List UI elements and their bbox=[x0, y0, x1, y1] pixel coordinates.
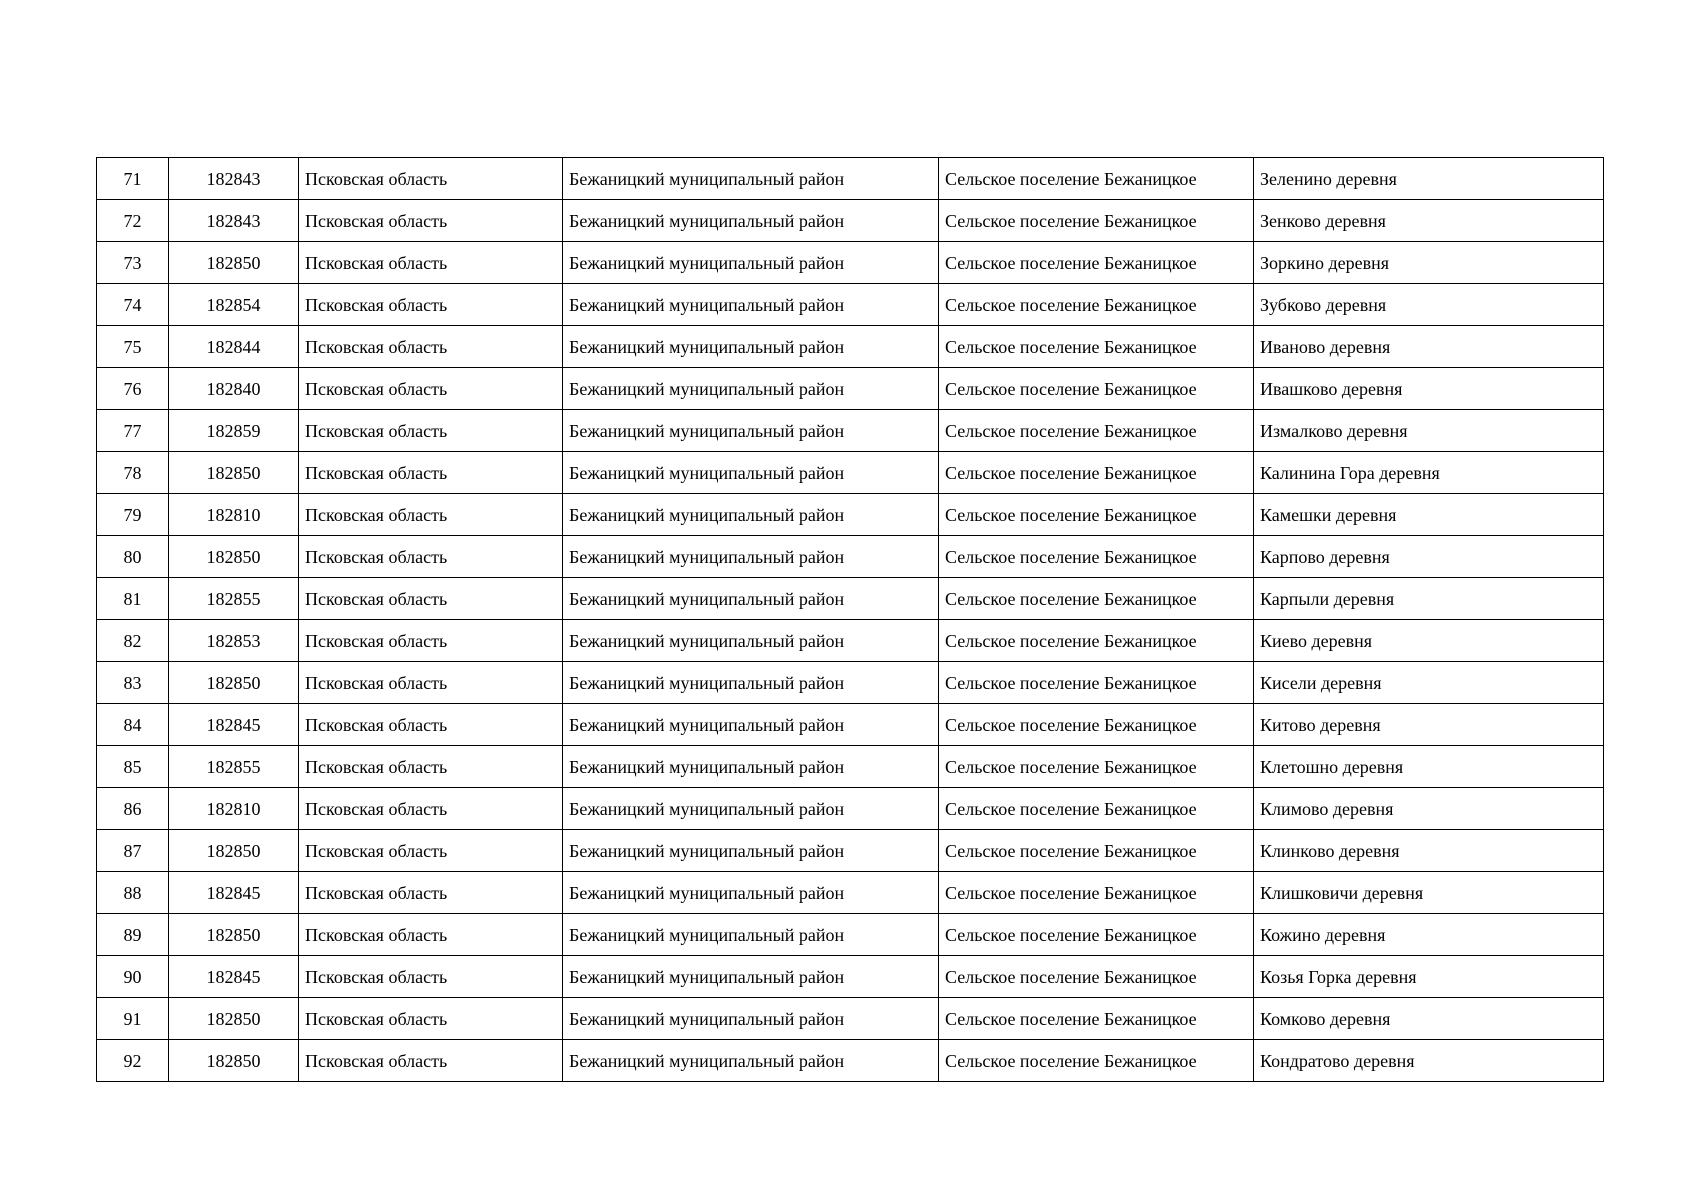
postal-code-cell: 182843 bbox=[169, 200, 299, 242]
region-cell: Псковская область bbox=[299, 578, 563, 620]
district-cell: Бежаницкий муниципальный район bbox=[563, 620, 939, 662]
settlement-cell: Сельское поселение Бежаницкое bbox=[939, 704, 1254, 746]
postal-code-cell: 182850 bbox=[169, 452, 299, 494]
table-row bbox=[97, 662, 1604, 704]
postal-code-cell: 182810 bbox=[169, 494, 299, 536]
row-number-cell: 84 bbox=[97, 704, 169, 746]
postal-code-cell: 182853 bbox=[169, 620, 299, 662]
region-cell: Псковская область bbox=[299, 746, 563, 788]
row-number-cell: 72 bbox=[97, 200, 169, 242]
district-cell: Бежаницкий муниципальный район bbox=[563, 326, 939, 368]
table-row bbox=[97, 494, 1604, 536]
settlement-cell: Сельское поселение Бежаницкое bbox=[939, 158, 1254, 200]
postal-code-cell: 182854 bbox=[169, 284, 299, 326]
locality-cell: Камешки деревня bbox=[1254, 494, 1604, 536]
locality-cell: Калинина Гора деревня bbox=[1254, 452, 1604, 494]
table-body bbox=[97, 158, 1604, 1082]
locality-cell: Зенково деревня bbox=[1254, 200, 1604, 242]
district-cell: Бежаницкий муниципальный район bbox=[563, 872, 939, 914]
row-number-cell: 91 bbox=[97, 998, 169, 1040]
district-cell: Бежаницкий муниципальный район bbox=[563, 410, 939, 452]
postal-code-cell: 182850 bbox=[169, 830, 299, 872]
settlement-cell: Сельское поселение Бежаницкое bbox=[939, 914, 1254, 956]
region-cell: Псковская область bbox=[299, 200, 563, 242]
settlement-cell: Сельское поселение Бежаницкое bbox=[939, 326, 1254, 368]
table-row bbox=[97, 242, 1604, 284]
settlement-cell: Сельское поселение Бежаницкое bbox=[939, 872, 1254, 914]
region-cell: Псковская область bbox=[299, 830, 563, 872]
region-cell: Псковская область bbox=[299, 872, 563, 914]
locality-cell: Зубково деревня bbox=[1254, 284, 1604, 326]
district-cell: Бежаницкий муниципальный район bbox=[563, 452, 939, 494]
district-cell: Бежаницкий муниципальный район bbox=[563, 998, 939, 1040]
postal-code-cell: 182850 bbox=[169, 242, 299, 284]
locality-cell: Измалково деревня bbox=[1254, 410, 1604, 452]
region-cell: Псковская область bbox=[299, 536, 563, 578]
postal-code-cell: 182850 bbox=[169, 662, 299, 704]
region-cell: Псковская область bbox=[299, 620, 563, 662]
postal-code-cell: 182840 bbox=[169, 368, 299, 410]
settlement-cell: Сельское поселение Бежаницкое bbox=[939, 956, 1254, 998]
row-number-cell: 76 bbox=[97, 368, 169, 410]
settlement-cell: Сельское поселение Бежаницкое bbox=[939, 410, 1254, 452]
table-row bbox=[97, 872, 1604, 914]
settlement-cell: Сельское поселение Бежаницкое bbox=[939, 746, 1254, 788]
table-row bbox=[97, 830, 1604, 872]
settlement-cell: Сельское поселение Бежаницкое bbox=[939, 494, 1254, 536]
locality-cell: Зеленино деревня bbox=[1254, 158, 1604, 200]
postal-code-cell: 182845 bbox=[169, 956, 299, 998]
district-cell: Бежаницкий муниципальный район bbox=[563, 158, 939, 200]
table-row bbox=[97, 914, 1604, 956]
region-cell: Псковская область bbox=[299, 242, 563, 284]
district-cell: Бежаницкий муниципальный район bbox=[563, 830, 939, 872]
settlement-cell: Сельское поселение Бежаницкое bbox=[939, 200, 1254, 242]
table-row bbox=[97, 158, 1604, 200]
region-cell: Псковская область bbox=[299, 956, 563, 998]
region-cell: Псковская область bbox=[299, 284, 563, 326]
row-number-cell: 79 bbox=[97, 494, 169, 536]
locality-cell: Ивашково деревня bbox=[1254, 368, 1604, 410]
locality-cell: Киево деревня bbox=[1254, 620, 1604, 662]
table-row bbox=[97, 620, 1604, 662]
postal-code-cell: 182843 bbox=[169, 158, 299, 200]
table-row bbox=[97, 956, 1604, 998]
table-row bbox=[97, 452, 1604, 494]
region-cell: Псковская область bbox=[299, 704, 563, 746]
locality-cell: Кисели деревня bbox=[1254, 662, 1604, 704]
district-cell: Бежаницкий муниципальный район bbox=[563, 914, 939, 956]
district-cell: Бежаницкий муниципальный район bbox=[563, 1040, 939, 1082]
locality-cell: Клишковичи деревня bbox=[1254, 872, 1604, 914]
locality-cell: Козья Горка деревня bbox=[1254, 956, 1604, 998]
region-cell: Псковская область bbox=[299, 452, 563, 494]
table-row bbox=[97, 578, 1604, 620]
settlement-cell: Сельское поселение Бежаницкое bbox=[939, 1040, 1254, 1082]
table-row bbox=[97, 284, 1604, 326]
postal-code-cell: 182850 bbox=[169, 1040, 299, 1082]
row-number-cell: 71 bbox=[97, 158, 169, 200]
postal-code-cell: 182855 bbox=[169, 746, 299, 788]
row-number-cell: 86 bbox=[97, 788, 169, 830]
row-number-cell: 81 bbox=[97, 578, 169, 620]
table-row bbox=[97, 704, 1604, 746]
row-number-cell: 83 bbox=[97, 662, 169, 704]
region-cell: Псковская область bbox=[299, 326, 563, 368]
settlement-cell: Сельское поселение Бежаницкое bbox=[939, 620, 1254, 662]
postal-code-cell: 182810 bbox=[169, 788, 299, 830]
postal-code-cell: 182844 bbox=[169, 326, 299, 368]
locality-cell: Кондратово деревня bbox=[1254, 1040, 1604, 1082]
postal-code-cell: 182850 bbox=[169, 914, 299, 956]
locality-cell: Китово деревня bbox=[1254, 704, 1604, 746]
region-cell: Псковская область bbox=[299, 662, 563, 704]
row-number-cell: 87 bbox=[97, 830, 169, 872]
row-number-cell: 90 bbox=[97, 956, 169, 998]
table-row bbox=[97, 788, 1604, 830]
region-cell: Псковская область bbox=[299, 410, 563, 452]
table-row bbox=[97, 998, 1604, 1040]
locality-cell: Климово деревня bbox=[1254, 788, 1604, 830]
row-number-cell: 77 bbox=[97, 410, 169, 452]
row-number-cell: 74 bbox=[97, 284, 169, 326]
settlement-cell: Сельское поселение Бежаницкое bbox=[939, 662, 1254, 704]
settlement-cell: Сельское поселение Бежаницкое bbox=[939, 452, 1254, 494]
locality-cell: Клинково деревня bbox=[1254, 830, 1604, 872]
table-row bbox=[97, 410, 1604, 452]
postal-code-cell: 182845 bbox=[169, 704, 299, 746]
settlements-table bbox=[96, 157, 1604, 1082]
postal-code-cell: 182850 bbox=[169, 998, 299, 1040]
settlement-cell: Сельское поселение Бежаницкое bbox=[939, 788, 1254, 830]
region-cell: Псковская область bbox=[299, 1040, 563, 1082]
table-row bbox=[97, 536, 1604, 578]
row-number-cell: 82 bbox=[97, 620, 169, 662]
district-cell: Бежаницкий муниципальный район bbox=[563, 536, 939, 578]
district-cell: Бежаницкий муниципальный район bbox=[563, 242, 939, 284]
district-cell: Бежаницкий муниципальный район bbox=[563, 284, 939, 326]
postal-code-cell: 182850 bbox=[169, 536, 299, 578]
table-row bbox=[97, 368, 1604, 410]
table-row bbox=[97, 200, 1604, 242]
region-cell: Псковская область bbox=[299, 494, 563, 536]
table-row bbox=[97, 326, 1604, 368]
row-number-cell: 88 bbox=[97, 872, 169, 914]
district-cell: Бежаницкий муниципальный район bbox=[563, 746, 939, 788]
row-number-cell: 85 bbox=[97, 746, 169, 788]
district-cell: Бежаницкий муниципальный район bbox=[563, 956, 939, 998]
row-number-cell: 75 bbox=[97, 326, 169, 368]
postal-code-cell: 182845 bbox=[169, 872, 299, 914]
row-number-cell: 89 bbox=[97, 914, 169, 956]
row-number-cell: 78 bbox=[97, 452, 169, 494]
region-cell: Псковская область bbox=[299, 368, 563, 410]
region-cell: Псковская область bbox=[299, 998, 563, 1040]
settlement-cell: Сельское поселение Бежаницкое bbox=[939, 578, 1254, 620]
settlement-cell: Сельское поселение Бежаницкое bbox=[939, 284, 1254, 326]
locality-cell: Карпово деревня bbox=[1254, 536, 1604, 578]
region-cell: Псковская область bbox=[299, 914, 563, 956]
district-cell: Бежаницкий муниципальный район bbox=[563, 788, 939, 830]
locality-cell: Карпыли деревня bbox=[1254, 578, 1604, 620]
locality-cell: Клетошно деревня bbox=[1254, 746, 1604, 788]
district-cell: Бежаницкий муниципальный район bbox=[563, 368, 939, 410]
row-number-cell: 73 bbox=[97, 242, 169, 284]
locality-cell: Комково деревня bbox=[1254, 998, 1604, 1040]
locality-cell: Иваново деревня bbox=[1254, 326, 1604, 368]
region-cell: Псковская область bbox=[299, 158, 563, 200]
region-cell: Псковская область bbox=[299, 788, 563, 830]
row-number-cell: 80 bbox=[97, 536, 169, 578]
settlement-cell: Сельское поселение Бежаницкое bbox=[939, 242, 1254, 284]
locality-cell: Зоркино деревня bbox=[1254, 242, 1604, 284]
district-cell: Бежаницкий муниципальный район bbox=[563, 200, 939, 242]
settlement-cell: Сельское поселение Бежаницкое bbox=[939, 998, 1254, 1040]
postal-code-cell: 182855 bbox=[169, 578, 299, 620]
district-cell: Бежаницкий муниципальный район bbox=[563, 494, 939, 536]
postal-code-cell: 182859 bbox=[169, 410, 299, 452]
table-row bbox=[97, 1040, 1604, 1082]
district-cell: Бежаницкий муниципальный район bbox=[563, 704, 939, 746]
district-cell: Бежаницкий муниципальный район bbox=[563, 662, 939, 704]
settlement-cell: Сельское поселение Бежаницкое bbox=[939, 368, 1254, 410]
district-cell: Бежаницкий муниципальный район bbox=[563, 578, 939, 620]
locality-cell: Кожино деревня bbox=[1254, 914, 1604, 956]
row-number-cell: 92 bbox=[97, 1040, 169, 1082]
settlement-cell: Сельское поселение Бежаницкое bbox=[939, 536, 1254, 578]
settlement-cell: Сельское поселение Бежаницкое bbox=[939, 830, 1254, 872]
table-row bbox=[97, 746, 1604, 788]
